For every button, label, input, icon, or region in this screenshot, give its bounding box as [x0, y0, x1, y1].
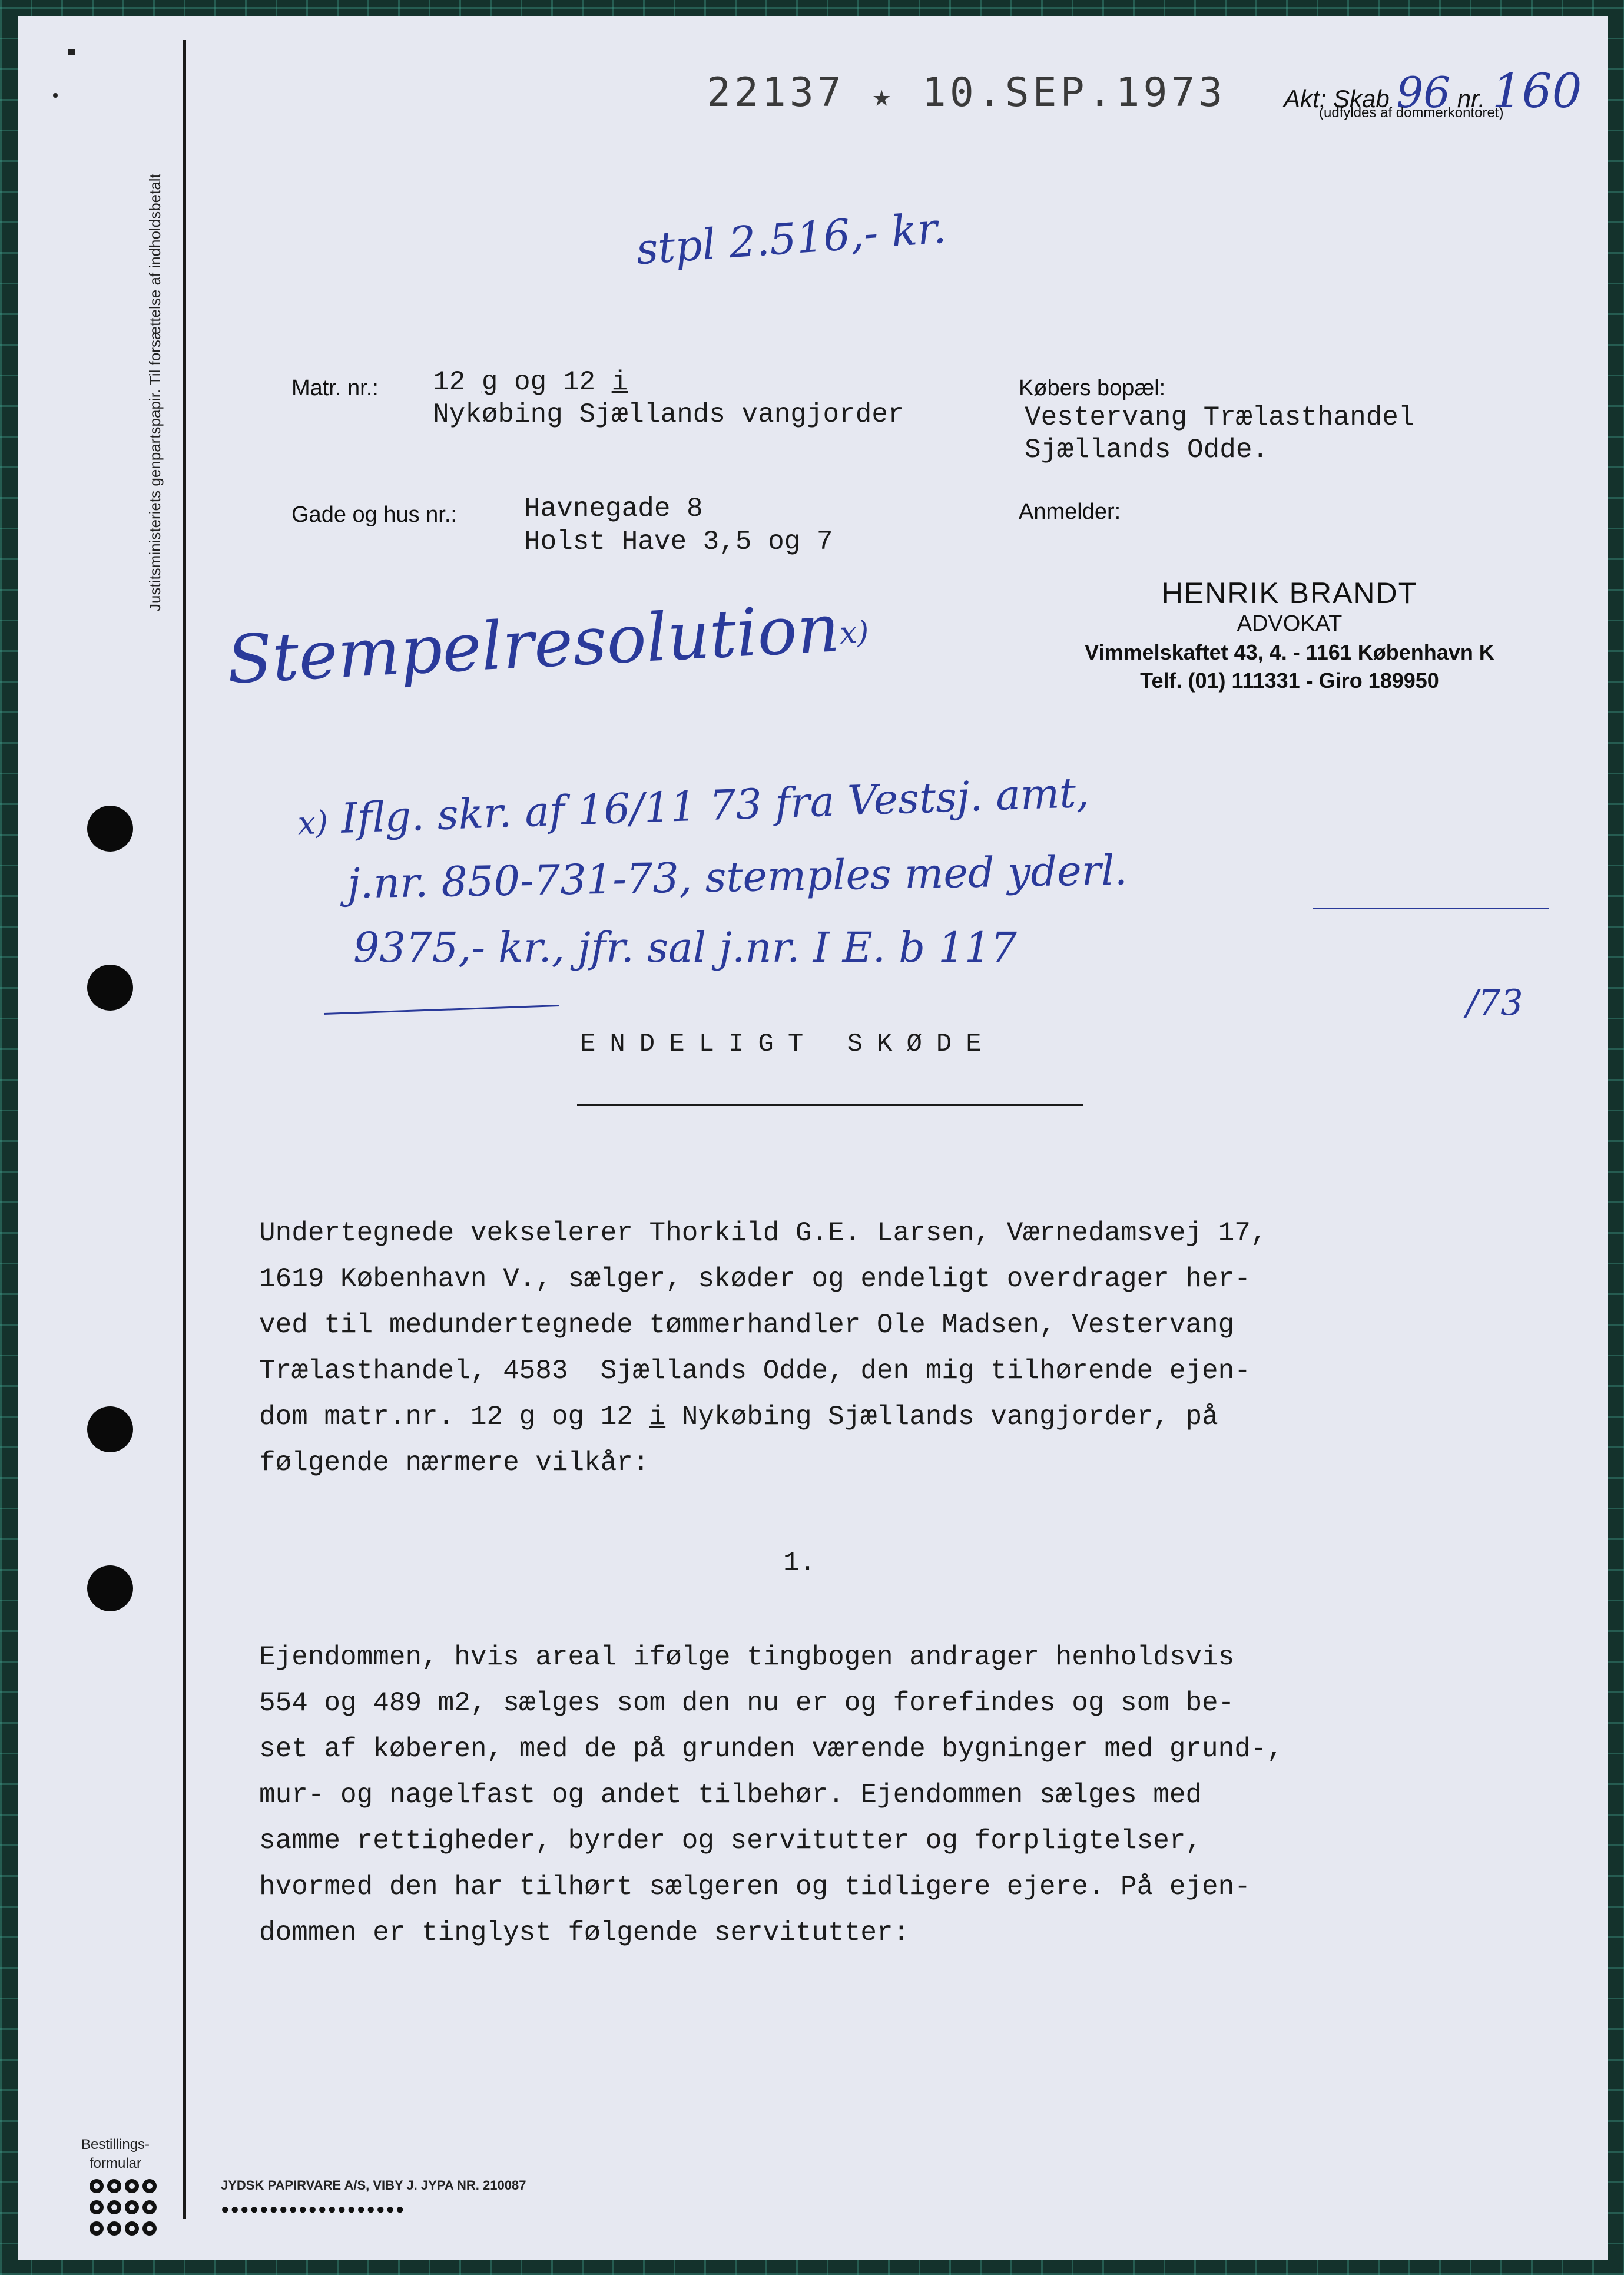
handwritten-note-line-1: x) Iflg. skr. af 16/11 73 fra Vestsj. amt, — [297, 768, 1090, 843]
punch-hole — [87, 806, 133, 852]
order-form-label-2: formular — [90, 2155, 142, 2171]
handwritten-underline — [324, 1005, 559, 1015]
para2-line-1: Ejendommen, hvis areal ifølge tingbogen andrager henholdsvis — [259, 1642, 1235, 1673]
matr-value-1: 12 g og 12 i — [433, 367, 628, 398]
para2-line-4: mur- og nagelfast og andet tilbehør. Ejendommen sælges med — [259, 1780, 1202, 1810]
receipt-stamp — [707, 69, 1226, 116]
anmelder-label: Anmelder: — [1019, 499, 1121, 524]
handwritten-note-line-3: 9375,- kr., jfr. sal j.nr. I E. b 117 — [353, 923, 1017, 972]
lawyer-name: HENRIK BRANDT — [1161, 577, 1418, 610]
printer-info: JYDSK PAPIRVARE A/S, VIBY J. JYPA NR. 210087 — [221, 2178, 526, 2193]
para1-line-3: ved til medundertegnede tømmerhandler Ole Madsen, Vestervang — [259, 1310, 1235, 1340]
handwritten-note-line-4: /73 — [1466, 982, 1523, 1024]
para2-line-6: hvormed den har tilhørt sælgeren og tidligere ejere. På ejen- — [259, 1872, 1251, 1902]
margin-line — [183, 40, 186, 2219]
lawyer-title: ADVOKAT — [1237, 611, 1343, 636]
para1-line-2: 1619 København V., sælger, skøder og endeligt overdrager her- — [259, 1264, 1251, 1294]
kobers-value-2: Sjællands Odde. — [1025, 435, 1269, 465]
lawyer-address: Vimmelskaftet 43, 4. - 1161 København K — [1085, 640, 1494, 664]
matr-value-2: Nykøbing Sjællands vangjorder — [433, 399, 904, 430]
lawyer-phone: Telf. (01) 111331 - Giro 189950 — [1140, 668, 1439, 693]
akt-label: Akt: Skab — [1284, 85, 1390, 112]
gade-label: Gade og hus nr.: — [291, 502, 457, 527]
document-page — [18, 16, 1608, 2260]
punch-hole — [87, 1565, 133, 1611]
kobers-value-1: Vestervang Trælasthandel — [1025, 402, 1415, 433]
para2-line-7: dommen er tinglyst følgende servitutter: — [259, 1918, 910, 1948]
handwritten-note-line-2: j.nr. 850-731-73, stemples med yderl. — [347, 846, 1128, 908]
para2-line-2: 554 og 489 m2, sælges som den nu er og forefindes og som be- — [259, 1688, 1235, 1718]
para1-line-1: Undertegnede vekselerer Thorkild G.E. Larsen, Værnedamsvej 17, — [259, 1218, 1267, 1249]
section-number: 1. — [783, 1548, 816, 1578]
punch-hole — [87, 1406, 133, 1452]
document-title: ENDELIGT SKØDE — [580, 1029, 996, 1059]
gade-value-2: Holst Have 3,5 og 7 — [524, 526, 833, 557]
para1-line-5: dom matr.nr. 12 g og 12 i Nykøbing Sjællands vangjorder, på — [259, 1402, 1218, 1432]
akt-skab-value: 96 — [1396, 68, 1451, 117]
margin-dot — [53, 93, 58, 98]
handwritten-underline — [1313, 908, 1549, 909]
stamp-star-icon: ★ — [872, 78, 894, 114]
akt-nr-value: 160 — [1492, 64, 1582, 118]
handwritten-stempelresolution: Stempelresolutionx) — [225, 590, 870, 699]
para1-line-4: Trælasthandel, 4583 Sjællands Odde, den mig tilhørende ejen- — [259, 1356, 1251, 1386]
kobers-label: Købers bopæl: — [1019, 376, 1166, 400]
margin-vertical-text: Justitsministeriets genpartspapir. Til forsættelse af indholdsbetalt — [146, 174, 164, 611]
stamp-date: 10.SEP.1973 — [922, 69, 1227, 116]
akt-nr-label: nr. — [1457, 85, 1486, 112]
stamp-number: 22137 — [707, 69, 845, 116]
title-underline — [577, 1104, 1083, 1106]
margin-mark — [68, 49, 75, 55]
gade-value-1: Havnegade 8 — [524, 494, 703, 524]
footer-pattern: ●●●●●●●●●●●●●●●●●●● — [221, 2201, 406, 2217]
handwritten-stamp-duty: stpl 2.516,- kr. — [634, 203, 948, 274]
order-form-label-1: Bestillings- — [81, 2137, 150, 2153]
matr-label: Matr. nr.: — [291, 376, 379, 400]
punch-hole — [87, 965, 133, 1011]
order-form-pattern-icon — [88, 2178, 158, 2237]
para2-line-5: samme rettigheder, byrder og servitutter og forpligtelser, — [259, 1826, 1202, 1856]
para2-line-3: set af køberen, med de på grunden værende bygninger med grund-, — [259, 1734, 1284, 1764]
lawyer-stamp — [1054, 576, 1525, 693]
para1-line-6: følgende nærmere vilkår: — [259, 1448, 649, 1478]
akt-note: (udfyldes af dommerkontoret) — [1319, 105, 1504, 121]
